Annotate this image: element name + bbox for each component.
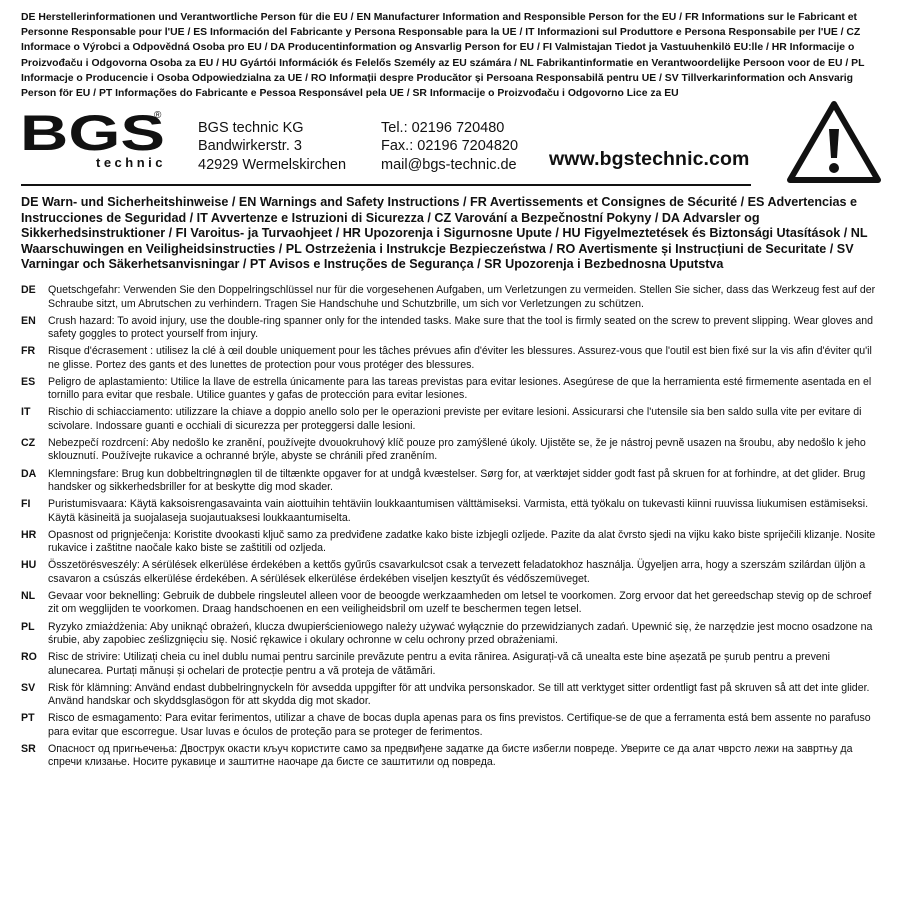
bgs-logo bbox=[20, 110, 170, 172]
instruction-entry bbox=[21, 529, 883, 556]
instruction-entry bbox=[21, 621, 883, 648]
instruction-text: Puristumisvaara: Käytä kaksoisrengasavainta vain aiottuihin tehtäviin loukkaantumisen välttämiseksi. Varmista, että työkalu on tukevasti kiinni ruuvissa liukumisen estämiseksi. Käytä käsineitä ja suojalaseja suojautuaksesi loukkaantumiselta. bbox=[48, 498, 869, 524]
website-link[interactable]: www.bgstechnic.com bbox=[549, 148, 750, 170]
instruction-entry bbox=[21, 498, 883, 525]
instruction-entry bbox=[21, 682, 883, 709]
contact-info bbox=[381, 119, 518, 174]
logo-letters: BGS bbox=[20, 110, 165, 161]
company-city: 42929 Wermelskirchen bbox=[198, 156, 347, 173]
language-code: EN bbox=[21, 314, 36, 327]
language-code: SR bbox=[21, 742, 36, 755]
company-address bbox=[198, 119, 346, 174]
language-code: FR bbox=[21, 345, 36, 358]
instruction-text: Risque d'écrasement : utilisez la clé à œil double uniquement pour les tâches prévues afin d'éviter les blessures. Assurez-vous que l'outil est bien fixé sur la vis afin d'éviter qu'il ne glisse. Portez des gants et des lunettes de protection pour vous protéger des blessures. bbox=[48, 345, 872, 371]
instruction-entry bbox=[21, 651, 883, 678]
manufacturer-info-header: DE Herstellerinformationen und Verantwortliche Person für die EU / EN Manufacturer Information and Responsible Person for the EU / FR Informations sur le Fabricant et Personne Responsable pour l'UE / ES Información del Fabricante y Persona Responsable para la UE / IT Informazioni sul Produttore e Persona Responsabile per l'UE / CZ Informace o Výrobci a Odpovědná Osoba pro EU / DA Producentinformation og Ansvarlig Person for EU / FI Valmistajan Tiedot ja Vastuuhenkilö EU:lle / HR Informacije o Proizvođaču i Odgovorna Osoba za EU / HU Gyártói Információk és Felelős Személy az EU számára / NL Fabrikantinformatie en Verantwoordelijke Persoon voor de EU / PL Informacje o Producencie i Osoba Odpowiedzialna za UE / RO Informații despre Producător și Persoana Responsabilă pentru UE / SV Tillverkarinformation och Ansvarig Person för EU / PT Informações do Fabricante e Pessoa Responsável pela UE / SR Informacije o Proizvođaču i Odgovorno Lice za EU bbox=[21, 12, 865, 100]
instruction-entry bbox=[21, 468, 883, 495]
instruction-entry bbox=[21, 590, 883, 617]
instruction-text: Опасност од пригњечења: Двострук окасти кључ користите само за предвиђене задатке да бисте избегли повреде. Уверите се да алат чврсто лежи на завртњу да спречи клизање. Носите рукавице и заштитне наочаре да бисте се заштитили од повреда. bbox=[48, 742, 853, 769]
instruction-text: Risc de strivire: Utilizați cheia cu inel dublu numai pentru sarcinile prevăzute pentru a evita rănirea. Asigurați-vă că unealta este bine așezată pe șurub pentru a preveni alunecarea. Purtați mănuși și ochelari de protecție pentru a vă proteja de vătămări. bbox=[48, 651, 831, 677]
language-code: DA bbox=[21, 467, 37, 480]
company-name: BGS technic KG bbox=[198, 120, 304, 136]
instruction-text: Peligro de aplastamiento: Utilice la llave de estrella únicamente para las tareas previstas para evitar lesiones. Asegúrese de que la herramienta esté firmemente asentada en el tornillo para evitar que resbale. Utilice guantes y gafas de protección para evitar lesiones. bbox=[48, 375, 872, 402]
contact-tel: Tel.: 02196 720480 bbox=[381, 120, 505, 136]
instruction-entry bbox=[21, 376, 883, 403]
instruction-text: Gevaar voor beknelling: Gebruik de dubbele ringsleutel alleen voor de beoogde werkzaamheden om letsel te voorkomen. Zorg ervoor dat het gereedschap stevig op de schroef zit om wegglijden te voorkomen. Draag handschoenen en een veiligheidsbril om uzelf te beschermen tegen letsel. bbox=[48, 589, 872, 616]
instruction-text: Ryzyko zmiażdżenia: Aby uniknąć obrażeń, klucza dwupierścieniowego należy używać wyłącznie do przewidzianych zadań. Upewnić się, że narzędzie jest mocno osadzone na śrubie, aby zapobiec ześlizgnięciu się. Nosić rękawice i okulary ochronne w celu ochrony przed obrażeniami. bbox=[48, 620, 873, 647]
instruction-text: Risco de esmagamento: Para evitar ferimentos, utilizar a chave de bocas dupla apenas para os fins previstos. Certifique-se de que a ferramenta está bem assente no parafuso para evitar que escorregue. Usar luvas e óculos de proteção para se proteger de ferimentos. bbox=[48, 712, 871, 738]
instruction-text: Rischio di schiacciamento: utilizzare la chiave a doppio anello solo per le operazioni previste per evitare lesioni. Assicurarsi che l'utensile sia ben saldo sulla vite per evitare di scivolare. Indossare guanti e occhiali di sicurezza per proteggersi dalle lesioni. bbox=[48, 406, 862, 432]
instruction-entry bbox=[21, 315, 883, 342]
contact-mail[interactable]: mail@bgs-technic.de bbox=[381, 156, 517, 173]
safety-instructions-list bbox=[21, 284, 883, 774]
language-code: HU bbox=[21, 559, 37, 572]
language-code: ES bbox=[21, 375, 36, 388]
language-code: SV bbox=[21, 681, 36, 694]
header-divider bbox=[21, 184, 751, 186]
instruction-entry bbox=[21, 743, 883, 770]
warnings-title: DE Warn- und Sicherheitshinweise / EN Warnings and Safety Instructions / FR Avertissements et Consignes de Sécurité / ES Advertencias e Instrucciones de Seguridad / IT Avvertenze e Istruzioni di Sicurezza / CZ Varování a Bezpečnostní Pokyny / DA Advarsler og Sikkerhedsinstruktioner / FI Varoitus- ja Turvaohjeet / HR Upozorenja i Sigurnosne Upute / HU Figyelmeztetések és Biztonsági Utasítások / NL Waarschuwingen en Veiligheidsinstructies / PL Ostrzeżenia i Instrukcje Bezpieczeństwa / RO Avertismente și Instrucțiuni de Securitate / SV Varningar och Säkerhetsanvisningar / PT Avisos e Instruções de Segurança / SR Upozorenja i Bezbednosna Uputstva bbox=[21, 195, 868, 271]
instruction-entry bbox=[21, 345, 883, 372]
instruction-text: Opasnost od prignječenja: Koristite dvookasti ključ samo za predviđene zadatke kako biste izbjegli ozljede. Pazite da alat čvrsto sjedi na vijku kako biste spriječili klizanje. Nosite rukavice i zaštitne naočale kako biste se zaštitili od ozljeda. bbox=[48, 528, 876, 555]
contact-fax: Fax.: 02196 7204820 bbox=[381, 138, 519, 155]
instruction-text: Klemningsfare: Brug kun dobbeltringnøglen til de tiltænkte opgaver for at undgå kvæstelser. Sørg for, at værktøjet sidder godt fast på skruen for at forhindre, at det glider. Brug handsker og sikkerhedsbriller for at beskytte dig mod skader. bbox=[48, 467, 866, 494]
instruction-entry bbox=[21, 712, 883, 739]
instruction-text: Összetörésveszély: A sérülések elkerülése érdekében a kettős gyűrűs csavarkulcsot csak a tervezett feladatokhoz használja. Ügyeljen arra, hogy a szerszám szilárdan üljön a csavaron a csúszás elkerülése érdekében. A sérülések elkerülése érdekében viseljen kesztyűt és védőszemüveget. bbox=[48, 559, 866, 585]
instruction-text: Nebezpečí rozdrcení: Aby nedošlo ke zranění, používejte dvouokruhový klíč pouze pro zamýšlené úkoly. Ujistěte se, že je nástroj pevně usazen na šroubu, aby nedošlo k jeho sklouznutí. Používejte rukavice a ochranné brýle, abyste se chránili před zraněním. bbox=[48, 436, 866, 463]
instruction-text: Quetschgefahr: Verwenden Sie den Doppelringschlüssel nur für die vorgesehenen Aufgaben, um Verletzungen zu vermeiden. Stellen Sie sicher, dass das Werkzeug fest auf der Schraube sitzt, um Abrutschen zu verhindern. Tragen Sie Handschuhe und Schutzbrille, um sich vor Verletzungen zu schützen. bbox=[48, 284, 876, 310]
language-code: NL bbox=[21, 589, 36, 602]
language-code: IT bbox=[21, 406, 31, 419]
language-code: FI bbox=[21, 498, 31, 511]
logo-registered-mark: ® bbox=[154, 110, 162, 121]
instruction-entry bbox=[21, 437, 883, 464]
company-street: Bandwirkerstr. 3 bbox=[198, 138, 302, 155]
instruction-text: Crush hazard: To avoid injury, use the double-ring spanner only for the intended tasks. Make sure that the tool is firmly seated on the screw to prevent slipping. Wear gloves and safety goggles to protect yourself from injury. bbox=[48, 314, 873, 341]
language-code: CZ bbox=[21, 436, 36, 449]
warning-triangle-icon bbox=[786, 99, 882, 185]
logo-subtitle: technic bbox=[96, 155, 167, 170]
language-code: PL bbox=[21, 620, 35, 633]
language-code: DE bbox=[21, 284, 36, 296]
language-code: RO bbox=[21, 651, 37, 664]
instruction-entry bbox=[21, 406, 883, 433]
language-code: PT bbox=[21, 712, 35, 725]
instruction-text: Risk för klämning: Använd endast dubbelringnyckeln för avsedda uppgifter för att undvika personskador. Se till att verktyget sitter ordentligt fast på skruven så att det inte glider. Använd handskar och skyddsglasögon för att skydda dig mot skador. bbox=[48, 681, 870, 708]
instruction-entry bbox=[21, 559, 883, 586]
language-code: HR bbox=[21, 528, 37, 541]
instruction-entry bbox=[21, 284, 883, 311]
